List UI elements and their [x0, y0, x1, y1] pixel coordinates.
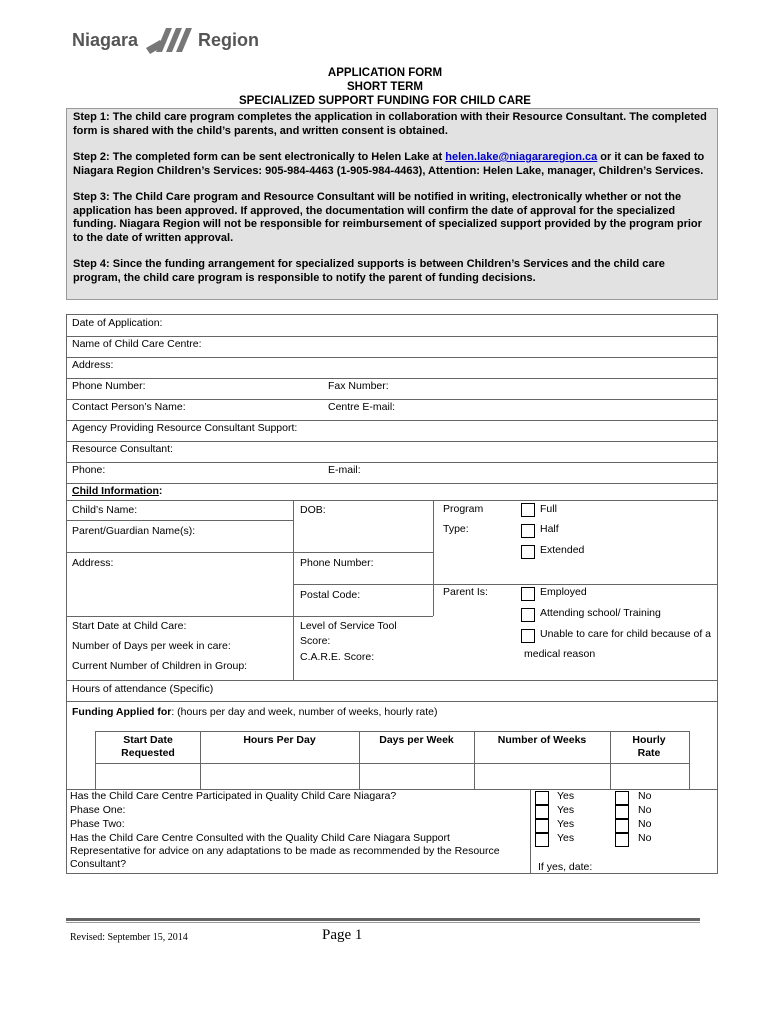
- half-checkbox[interactable]: [521, 524, 535, 538]
- phase-one-label: Phase One:: [70, 804, 126, 816]
- unable-checkbox[interactable]: [521, 629, 535, 643]
- parent-names-label: Parent/Guardian Name(s):: [72, 525, 196, 537]
- full-label: Full: [540, 503, 557, 515]
- phase2-yes-checkbox[interactable]: [535, 819, 549, 833]
- child-information-colon: :: [158, 485, 163, 497]
- q1-no-label: No: [638, 790, 652, 802]
- start-date-label: Start Date at Child Care:: [72, 620, 187, 632]
- dob-label: DOB:: [300, 504, 326, 516]
- funding-applied-label: Funding Applied for: [72, 706, 172, 718]
- attending-checkbox[interactable]: [521, 608, 535, 622]
- score-label: Score:: [300, 635, 331, 647]
- if-yes-date-label: If yes, date:: [538, 861, 593, 873]
- phase1-no-label: No: [638, 804, 652, 816]
- qccn-question: Has the Child Care Centre Participated in Quality Child Care Niagara?: [70, 790, 397, 802]
- employed-label: Employed: [540, 586, 587, 598]
- revised-date: Revised: September 15, 2014: [70, 932, 188, 943]
- step-3: Step 3: The Child Care program and Resource Consultant will be notified in writing, electronically whether or not the application has been approved. If approved, the documentation will confirm the date of approval for the specialized funding. Niagara Region will not be responsible for reimbursement of specialized support provided by the program prior to the date of written approval.: [73, 191, 702, 244]
- phase1-yes-label: Yes: [557, 804, 575, 816]
- phase1-no-checkbox[interactable]: [615, 805, 629, 819]
- logo-slashes-icon: [146, 26, 198, 54]
- form-title-block: [0, 66, 770, 108]
- fax-number-label: Fax Number:: [328, 380, 389, 392]
- header-start-date: Start Date Requested: [121, 734, 175, 759]
- type-label: Type:: [443, 523, 469, 535]
- employed-checkbox[interactable]: [521, 587, 535, 601]
- centre-email-label: Centre E-mail:: [328, 401, 396, 413]
- resource-consultant-label: Resource Consultant:: [72, 443, 173, 455]
- title-line-1: APPLICATION FORM: [327, 67, 443, 79]
- logo-left-text: Niagara: [72, 30, 139, 50]
- q1-yes-label: Yes: [557, 790, 575, 802]
- childs-name-label: Child’s Name:: [72, 504, 138, 516]
- title-line-2: SHORT TERM: [346, 81, 424, 93]
- hours-attendance-label: Hours of attendance (Specific): [72, 683, 214, 695]
- footer-rule: [66, 918, 700, 921]
- attending-label: Attending school/ Training: [540, 607, 661, 619]
- postal-code-label: Postal Code:: [300, 589, 361, 601]
- phase2-no-label: No: [638, 818, 652, 830]
- phase2-yes-label: Yes: [557, 818, 575, 830]
- phase2-no-checkbox[interactable]: [615, 819, 629, 833]
- child-phone-label: Phone Number:: [300, 557, 374, 569]
- title-line-3: SPECIALIZED SUPPORT FUNDING FOR CHILD CARE: [239, 95, 531, 107]
- consulted-yes-label: Yes: [557, 832, 575, 844]
- q1-yes-checkbox[interactable]: [535, 791, 549, 805]
- q1-no-checkbox[interactable]: [615, 791, 629, 805]
- child-information-text: Child Information: [72, 485, 159, 497]
- niagara-region-logo: [70, 24, 260, 56]
- phase-two-label: Phase Two:: [70, 818, 125, 830]
- consulted-no-label: No: [638, 832, 652, 844]
- care-score-label: C.A.R.E. Score:: [300, 651, 375, 663]
- header-hourly-rate: Hourly Rate: [632, 734, 666, 759]
- full-checkbox[interactable]: [521, 503, 535, 517]
- days-per-week-label: Number of Days per week in care:: [72, 640, 231, 652]
- level-tool-label: Level of Service Tool: [300, 620, 397, 632]
- footer-rule-thin: [66, 922, 700, 923]
- child-information-heading: [72, 485, 162, 498]
- parent-is-label: Parent Is:: [443, 586, 488, 598]
- consulted-yes-checkbox[interactable]: [535, 833, 549, 847]
- step-2-text-end: or it can be faxed to Niagara Region Children’s Services: 905-984-4463 (1-905-984-4463), Attention: Helen Lake, manager, Children’s Services.: [73, 151, 705, 177]
- agency-label: Agency Providing Resource Consultant Support:: [72, 422, 298, 434]
- centre-name-label: Name of Child Care Centre:: [72, 338, 202, 350]
- funding-applied-note: : (hours per day and week, number of weeks, hourly rate): [171, 706, 438, 718]
- logo-right-text: Region: [198, 30, 259, 50]
- phone-label: Phone:: [72, 464, 106, 476]
- extended-checkbox[interactable]: [521, 545, 535, 559]
- consulted-no-checkbox[interactable]: [615, 833, 629, 847]
- header-hours-per-day: Hours Per Day: [243, 734, 316, 746]
- step-2: [73, 151, 711, 178]
- unable-label: Unable to care for child because of a: [540, 628, 712, 640]
- email-link[interactable]: helen.lake@niagararegion.ca: [445, 151, 598, 163]
- step-2-text: Step 2: The completed form can be sent electronically to Helen Lake at: [73, 151, 446, 163]
- program-label: Program: [443, 503, 484, 515]
- phase1-yes-checkbox[interactable]: [535, 805, 549, 819]
- header-days-per-week: Days per Week: [379, 734, 454, 746]
- email-label: E-mail:: [328, 464, 361, 476]
- child-address-label: Address:: [72, 557, 114, 569]
- instructions-box: [66, 108, 718, 300]
- page-number: Page 1: [322, 927, 363, 943]
- funding-applied-heading: [72, 706, 437, 719]
- extended-label: Extended: [540, 544, 585, 556]
- phone-number-label: Phone Number:: [72, 380, 146, 392]
- contact-person-label: Contact Person’s Name:: [72, 401, 186, 413]
- step-1: Step 1: The child care program completes the application in collaboration with their Resource Consultant. The completed form is shared with the child’s parents, and written consent is obtained.: [73, 111, 707, 137]
- consulted-question: Has the Child Care Centre Consulted with the Quality Child Care Niagara Support Representative for advice on any adaptations to be made as recommended by the Resource Consultant?: [70, 832, 500, 870]
- medical-label: medical reason: [524, 648, 596, 660]
- step-4: Step 4: Since the funding arrangement for specialized supports is between Children’s Services and the child care program, the child care program is responsible to notify the parent of funding decisions.: [73, 258, 665, 284]
- address-label: Address:: [72, 359, 114, 371]
- current-children-label: Current Number of Children in Group:: [72, 660, 248, 672]
- half-label: Half: [540, 523, 559, 535]
- header-number-of-weeks: Number of Weeks: [497, 734, 587, 746]
- date-of-application-label: Date of Application:: [72, 317, 163, 329]
